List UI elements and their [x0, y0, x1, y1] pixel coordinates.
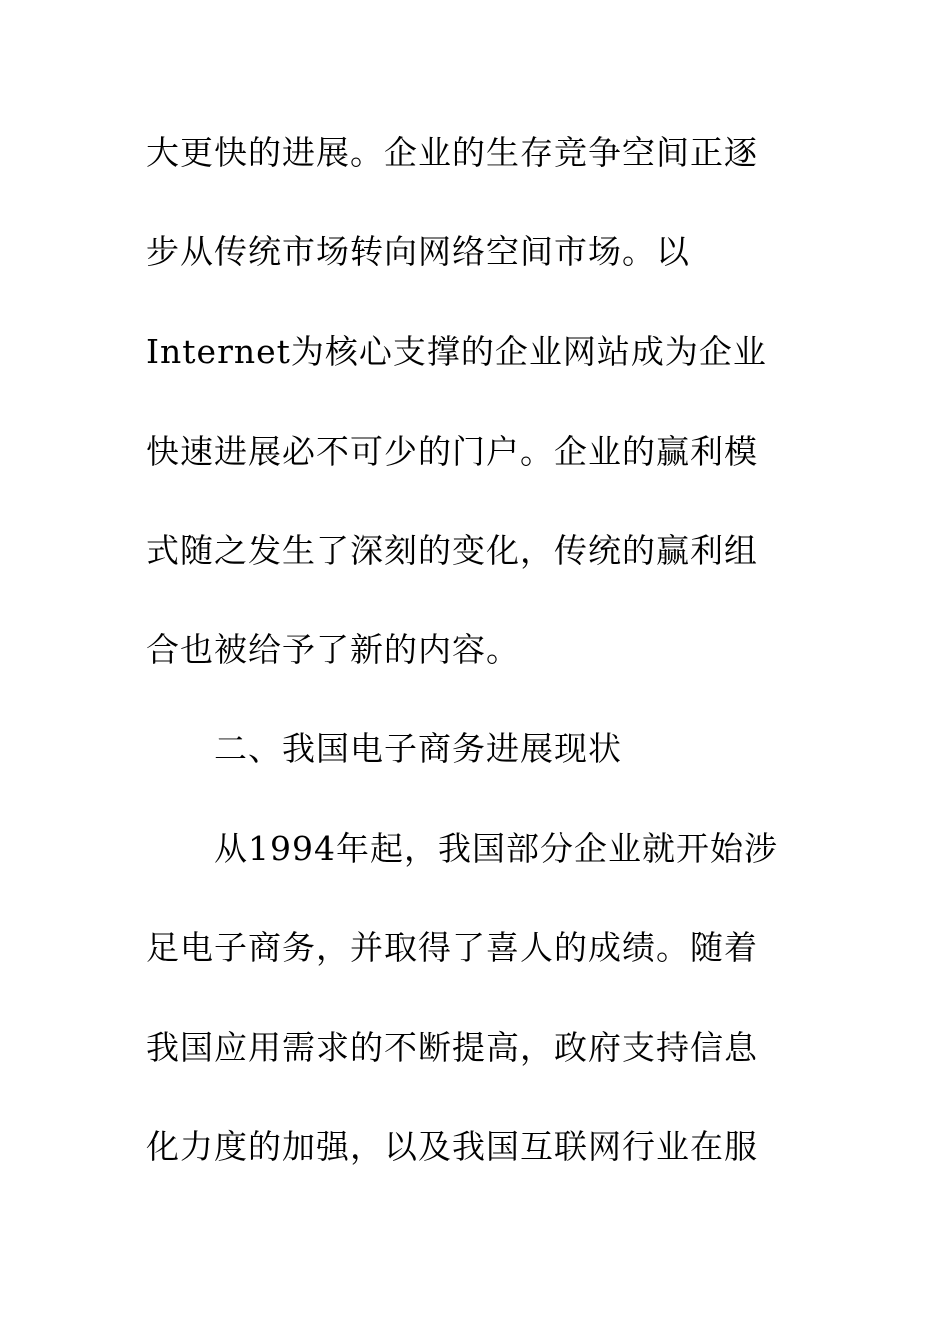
text-line-5: 式随之发生了深刻的变化，传统的赢利组	[146, 531, 758, 570]
text-line-11: 化力度的加强，以及我国互联网行业在服	[146, 1127, 758, 1166]
text-line-9: 足电子商务，并取得了喜人的成绩。随着	[146, 928, 758, 967]
text-line-1: 大更快的进展。企业的生存竞争空间正逐	[146, 133, 758, 172]
text-line-2: 步从传统市场转向网络空间市场。以	[146, 232, 690, 271]
text-line-3: Internet为核心支撑的企业网站成为企业	[146, 332, 767, 371]
section-heading: 二、我国电子商务进展现状	[214, 729, 622, 768]
text-line-6: 合也被给予了新的内容。	[146, 630, 520, 669]
text-line-4: 快速进展必不可少的门户。企业的赢利模	[146, 432, 758, 471]
text-line-8: 从1994年起，我国部分企业就开始涉	[214, 829, 778, 868]
text-line-10: 我国应用需求的不断提高，政府支持信息	[146, 1028, 758, 1067]
